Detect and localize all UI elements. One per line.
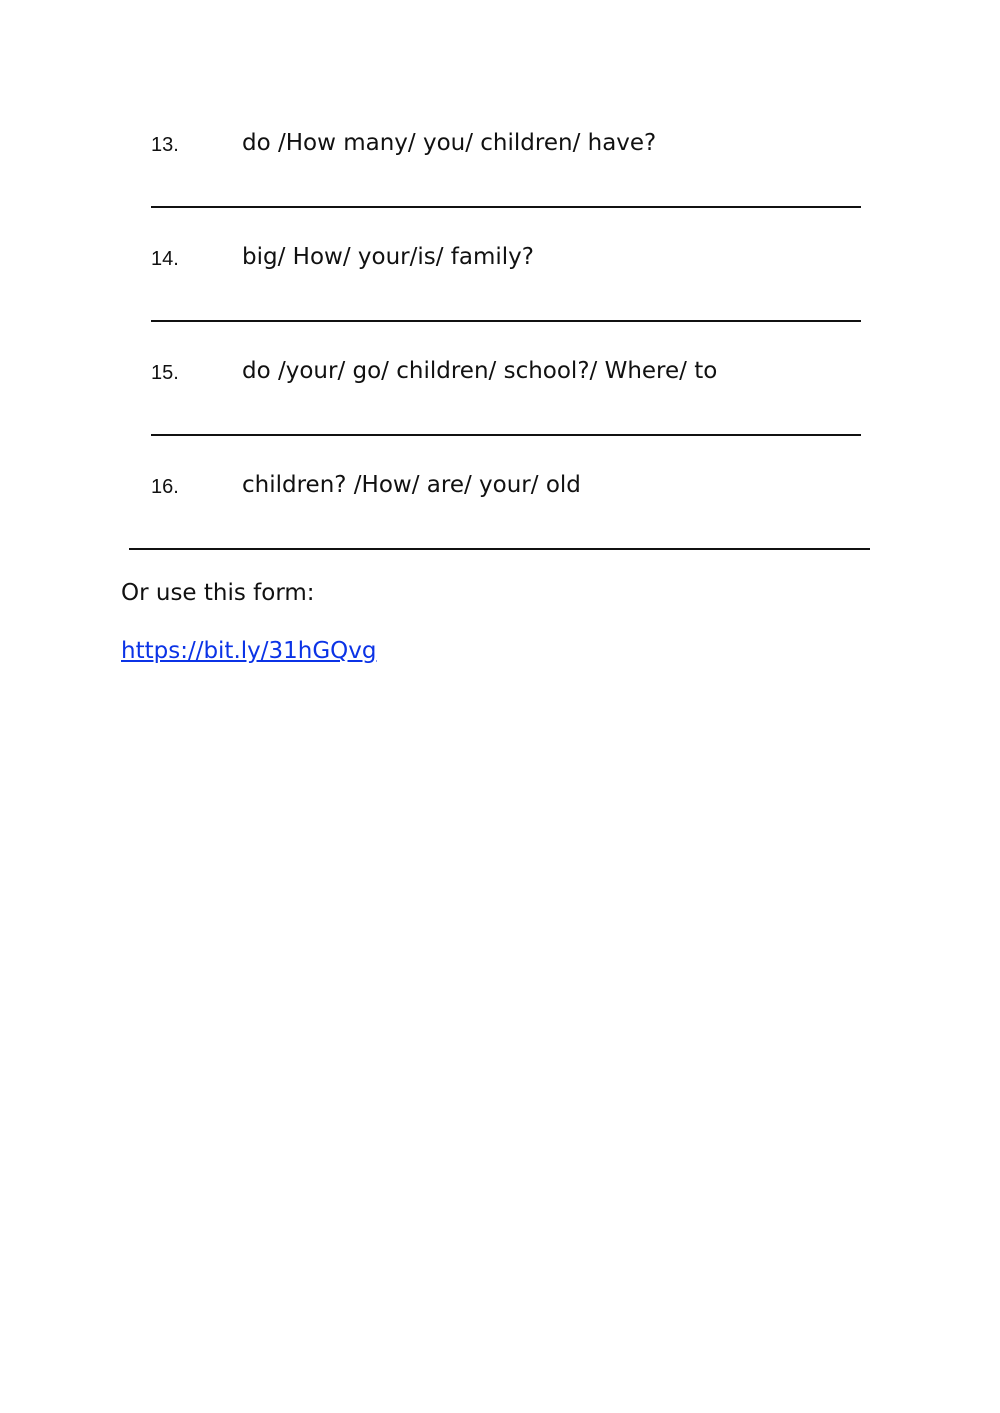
- question-text: children? /How/ are/ your/ old: [242, 472, 581, 498]
- question-text: big/ How/ your/is/ family?: [242, 244, 534, 270]
- answer-line-14[interactable]: [151, 320, 861, 322]
- form-link[interactable]: https://bit.ly/31hGQvg: [121, 638, 377, 664]
- answer-line-13[interactable]: [151, 206, 861, 208]
- question-text: do /How many/ you/ children/ have?: [242, 130, 657, 156]
- form-label: Or use this form:: [121, 580, 315, 606]
- answer-line-16[interactable]: [129, 548, 870, 550]
- question-13: [0, 122, 1000, 162]
- question-number: 16.: [151, 476, 179, 498]
- question-number: 15.: [151, 362, 179, 384]
- question-number: 13.: [151, 134, 179, 156]
- question-number: 14.: [151, 248, 179, 270]
- answer-line-15[interactable]: [151, 434, 861, 436]
- question-15: [0, 350, 1000, 390]
- question-14: [0, 236, 1000, 276]
- question-text: do /your/ go/ children/ school?/ Where/ to: [242, 358, 718, 384]
- question-16: [0, 464, 1000, 504]
